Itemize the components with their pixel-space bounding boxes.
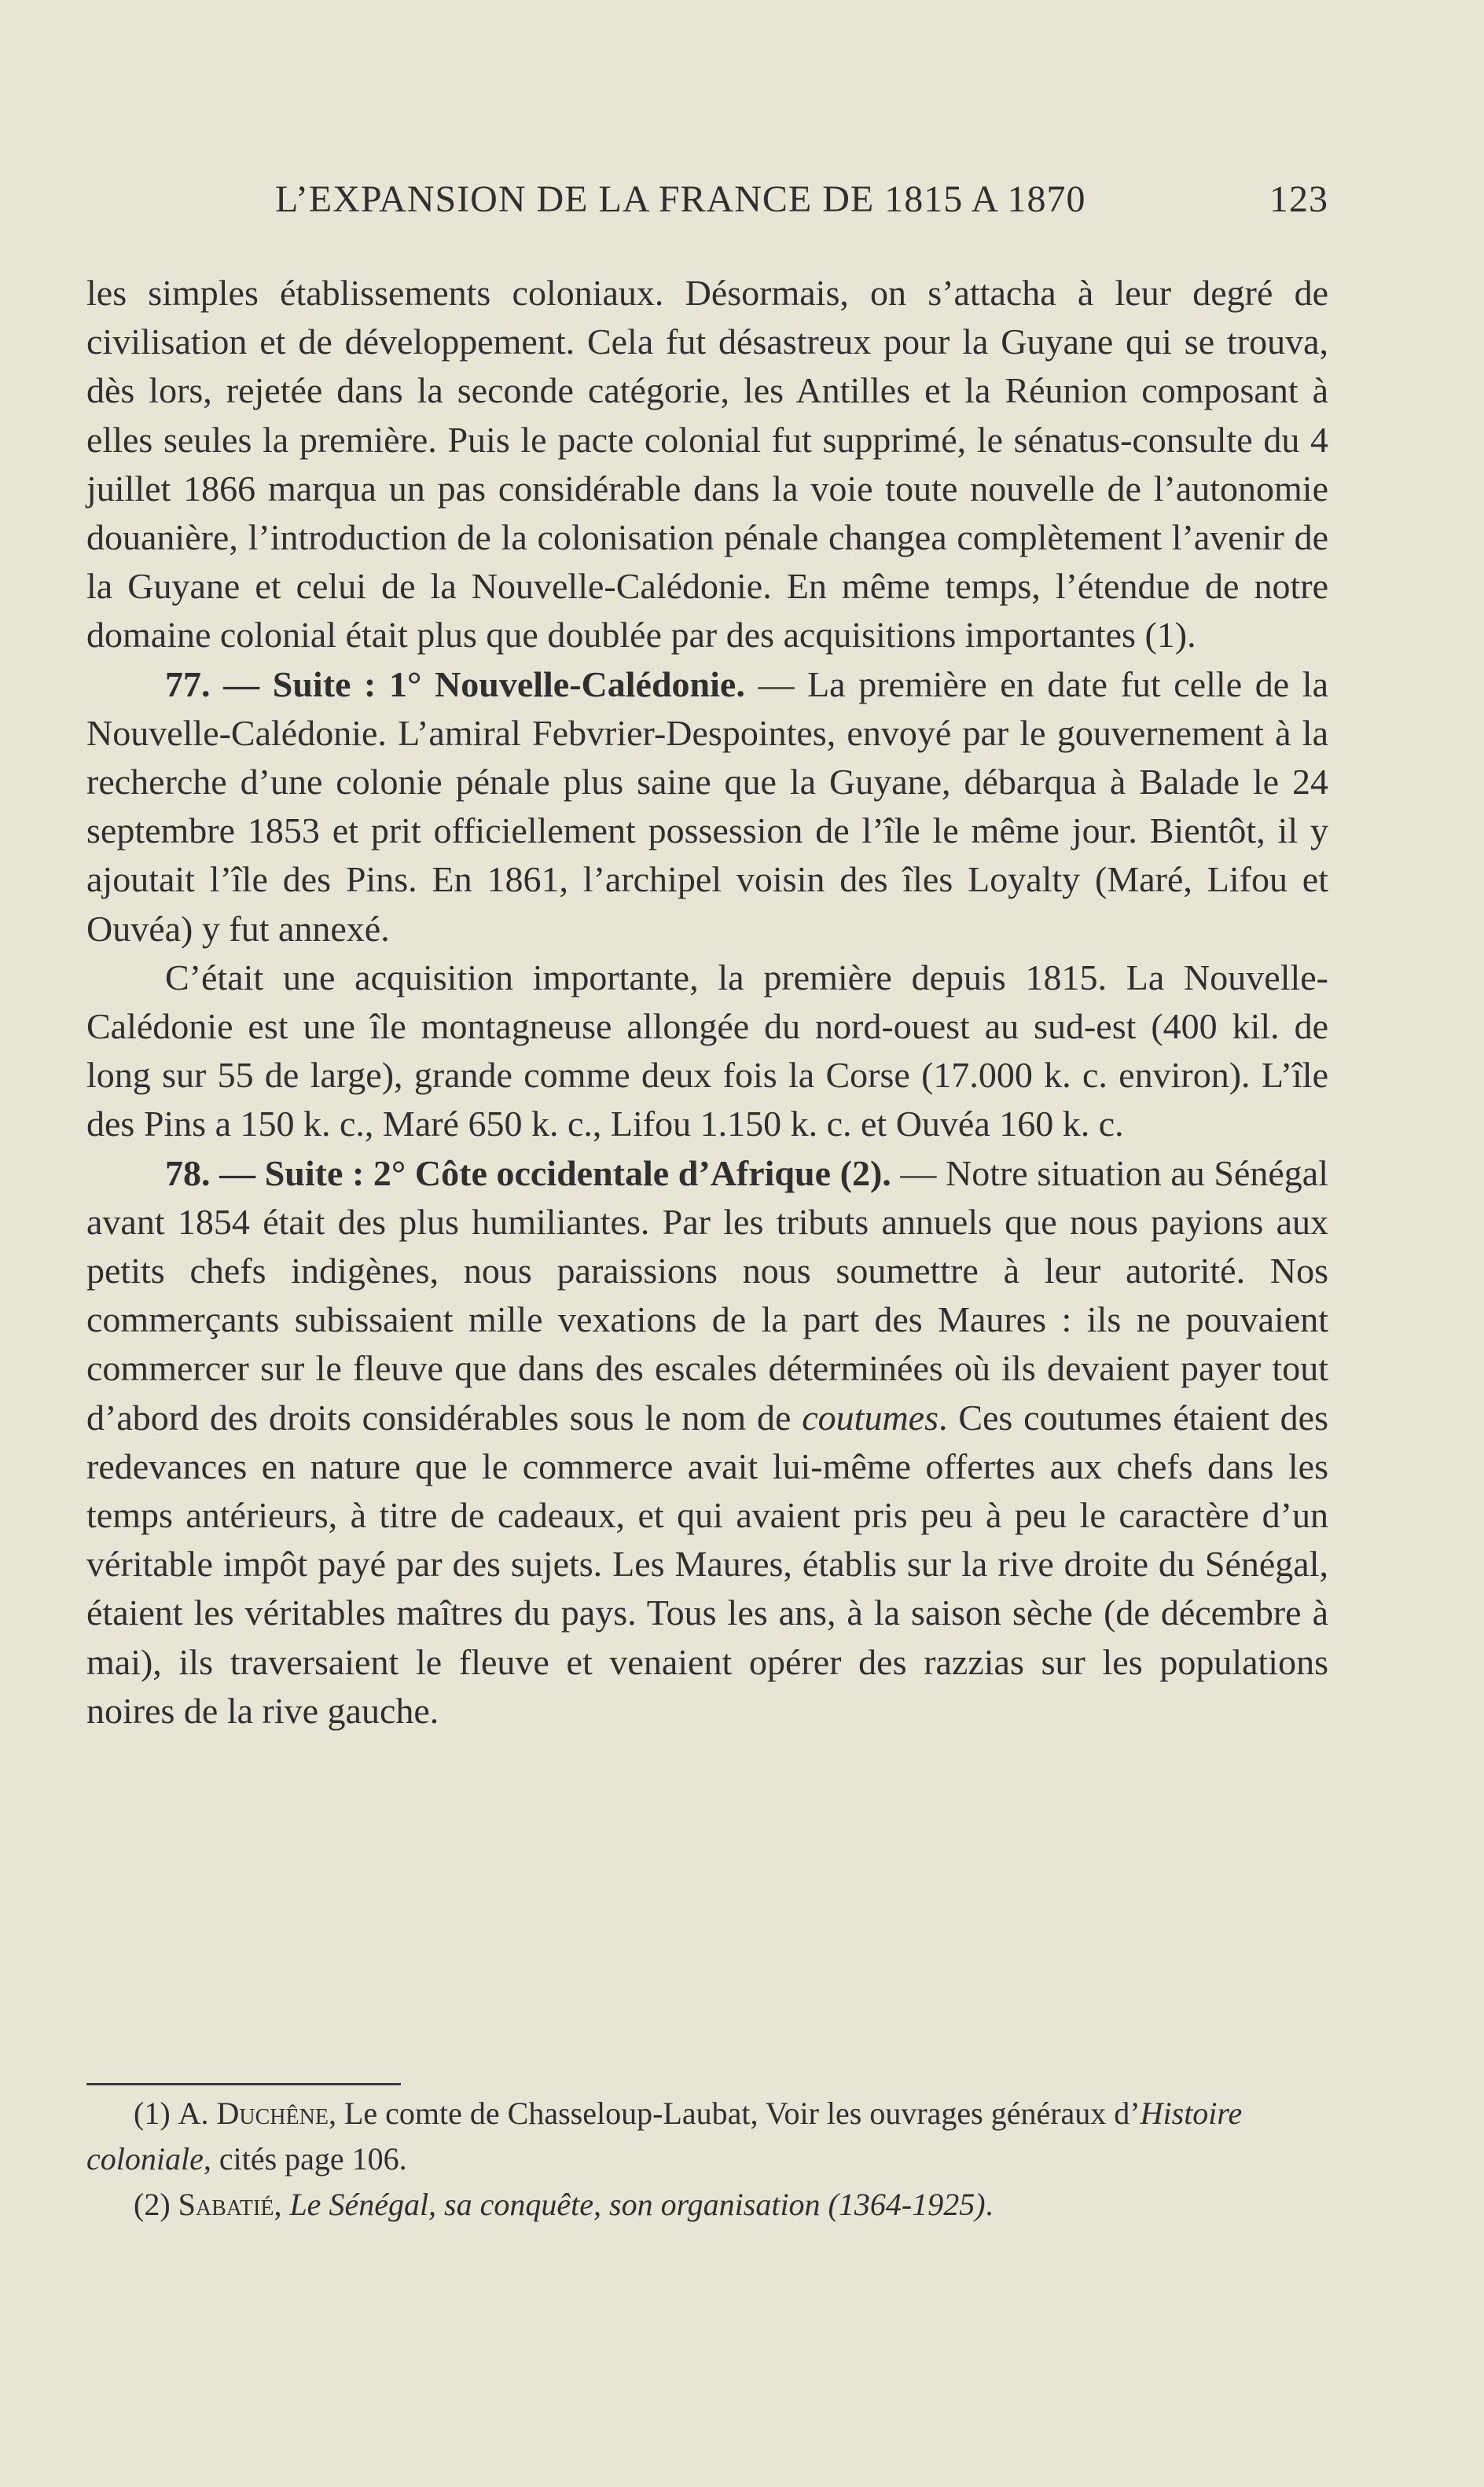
- footnote-2: [86, 2182, 1328, 2228]
- running-header: [275, 178, 1328, 233]
- footnote-1: [86, 2091, 1328, 2182]
- footnote-1-mark: (1): [134, 2096, 171, 2131]
- footnote-2-end: .: [985, 2187, 994, 2222]
- paragraph-section-77: [86, 660, 1328, 953]
- footnote-rule: [86, 2083, 401, 2085]
- paragraph-section-77-b: C’était une acquisition importante, la première depuis 1815. La Nouvelle-Calédonie est une île montagneuse allongée du nord-ouest au sud-est (400 kil. de long sur 55 de large), grande comme deux fois la Corse (17.000 k. c. environ). L’île des Pins a 150 k. c., Maré 650 k. c., Lifou 1.150 k. c. et Ouvéa 160 k. c.: [86, 957, 1328, 1144]
- footnote-2-mark: (2): [134, 2187, 171, 2222]
- paragraph-intro: les simples établissements coloniaux. Désormais, on s’attacha à leur degré de civilisation et de développement. Cela fut désastreux pour la Guyane qui se trouva, dès lors, rejetée dans la seconde catégorie, les Antilles et la Réunion composant à elles seules la première. Puis le pacte colonial fut supprimé, le sénatus-consulte du 4 juillet 1866 marqua un pas considérable dans la voie toute nouvelle de l’autonomie douanière, l’introduction de la colonisation pénale changea complètement l’avenir de la Guyane et celui de la Nouvelle-Calédonie. En même temps, l’étendue de notre domaine colonial était plus que doublée par des acquisitions importantes (1).: [86, 273, 1328, 656]
- footnote-1-text-b: , cités page 106.: [203, 2141, 407, 2177]
- section-78-text-b: . Ces coutumes étaient des redevances en nature que le commerce avait lui-même offertes aux chefs dans les temps antérieurs, à titre de cadeaux, et qui avaient pris peu à peu le caractère d’un véritable impôt payé par des sujets. Les Maures, établis sur la rive droite du Sénégal, étaient les véritables maîtres du pays. Tous les ans, à la saison sèche (de décembre à mai), ils traversaient le fleuve et venaient opérer des razzias sur les populations noires de la rive gauche.: [86, 1397, 1328, 1731]
- footnote-2-sep: ,: [274, 2187, 290, 2222]
- section-78-italic: coutumes: [802, 1397, 939, 1438]
- footnote-1-text-a: , Le comte de Chasseloup-Laubat, Voir les ouvrages généraux d’: [328, 2096, 1141, 2131]
- section-heading-78: 78. — Suite : 2° Côte occidentale d’Afrique (2).: [165, 1152, 891, 1193]
- section-heading-77: 77. — Suite : 1° Nouvelle-Calédonie.: [165, 663, 745, 704]
- footnotes: [86, 2091, 1328, 2228]
- section-77-text: — La première en date fut celle de la Nouvelle-Calédonie. L’amiral Febvrier-Despointes, envoyé par le gouvernement à la recherche d’une colonie pénale plus saine que la Guyane, débarqua à Balade le 24 septembre 1853 et prit officiellement possession de l’île le même jour. Bientôt, il y ajoutait l’île des Pins. En 1861, l’archipel voisin des îles Loyalty (Maré, Lifou et Ouvéa) y fut annexé.: [86, 663, 1328, 949]
- main-text: [86, 269, 1328, 1736]
- footnote-2-italic: Le Sénégal, sa conquête, son organisation (1364-1925): [289, 2187, 986, 2222]
- paragraph-section-78: [86, 1149, 1328, 1736]
- footnote-2-author: Sabatié: [178, 2187, 274, 2222]
- footnote-1-italic: Histoire coloniale: [86, 2096, 1243, 2177]
- footnote-1-author: A. Duchêne: [178, 2096, 329, 2131]
- page-number: 123: [1269, 178, 1328, 220]
- section-78-text-a: — Notre situation au Sénégal avant 1854 était des plus humiliantes. Par les tributs annuels que nous payions aux petits chefs indigènes, nous paraissions nous soumettre à leur autorité. Nos commerçants subissaient mille vexations de la part des Maures : ils ne pouvaient commercer sur le fleuve que dans des escales déterminées où ils devaient payer tout d’abord des droits considérables sous le nom de: [86, 1152, 1328, 1438]
- running-title: L’EXPANSION DE LA FRANCE DE 1815 A 1870: [275, 178, 1086, 220]
